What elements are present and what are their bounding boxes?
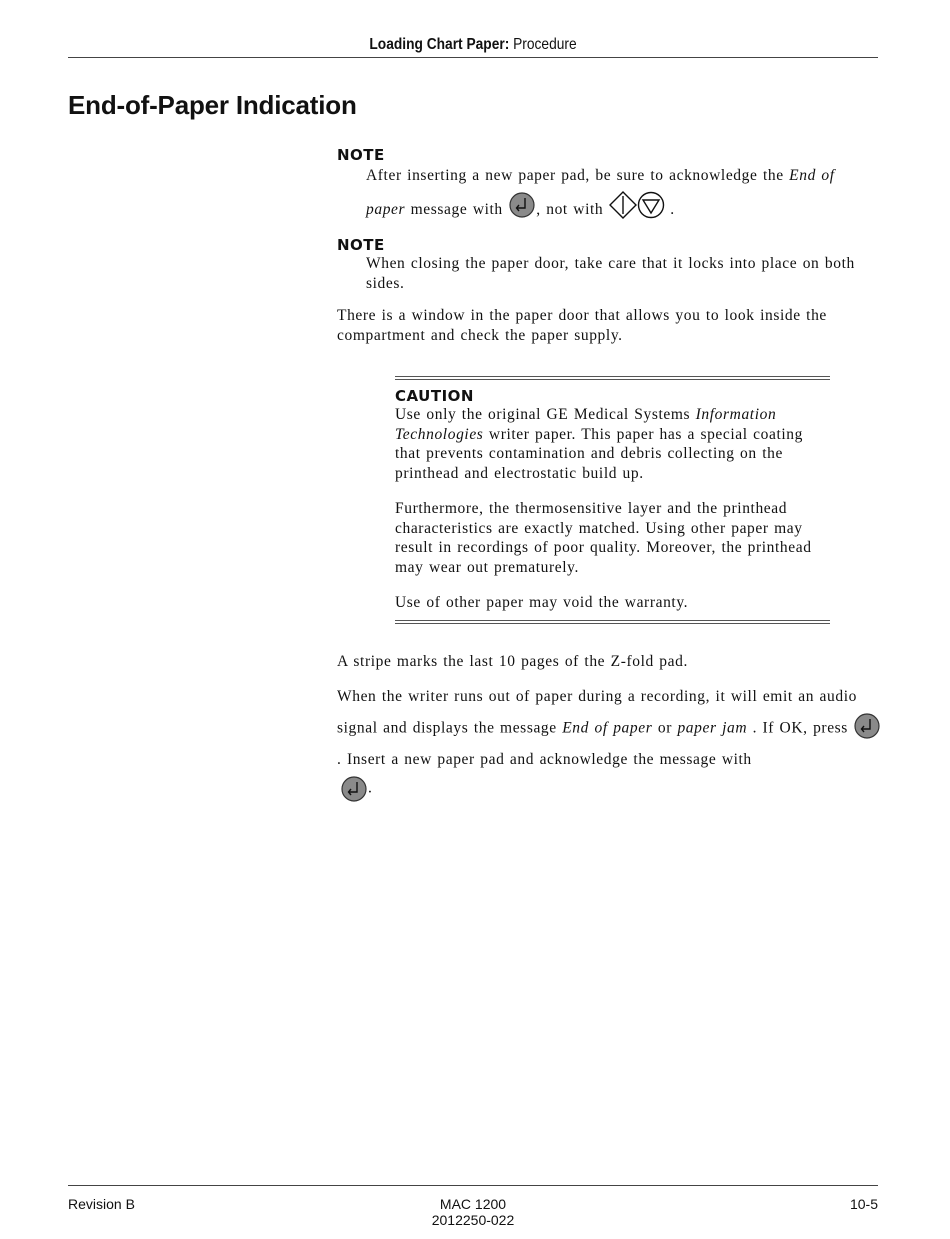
footer-page-number: 10-5: [849, 1196, 878, 1212]
stop-circle-icon: [637, 191, 665, 230]
running-header-rest: Procedure: [509, 36, 577, 53]
runout-text-part: . Insert a new paper pad and acknowledge the message with: [337, 751, 752, 768]
enter-key-icon: [853, 713, 881, 745]
runout-text-part: .: [368, 778, 373, 796]
note-block-2: [337, 236, 877, 293]
runout-text-part: or: [652, 718, 678, 736]
caution-paragraph-3: Use of other paper may void the warranty.: [395, 594, 689, 611]
page-title: End-of-Paper Indication: [68, 90, 357, 120]
runout-text-italic: End of paper: [562, 718, 653, 736]
caution-text-part: Use only the original GE Medical Systems: [395, 406, 696, 423]
caution-paragraph-2: Furthermore, the thermosensitive layer and the printhead characteristics are exactly matched. Using other paper may result in recordings of poor quality. Moreover, the printhead may wear out prematurely.: [395, 500, 812, 576]
footer-revision: Revision B: [68, 1196, 135, 1212]
note-label: NOTE: [337, 146, 385, 164]
note-text-italic: End of paper: [366, 167, 835, 219]
note-text-part: message with: [405, 201, 509, 219]
caution-bottom-rule: [395, 620, 830, 624]
caution-box: [395, 376, 830, 624]
paragraph-runout: [337, 687, 882, 807]
note-label: NOTE: [337, 236, 385, 254]
enter-key-icon: [340, 776, 368, 808]
caution-top-rule: [395, 376, 830, 380]
note-text: When closing the paper door, take care that it locks into place on both sides.: [366, 255, 855, 292]
header-rule: [68, 57, 878, 58]
note-block-1: [337, 146, 877, 230]
caution-paragraph-1: [395, 405, 830, 483]
note-text-part: After inserting a new paper pad, be sure to acknowledge the: [366, 167, 790, 184]
note-text-part: .: [670, 201, 675, 219]
running-header: [66, 36, 880, 54]
runout-text-part: When the writer runs out of paper during a recording, it will emit an audio signal and displays the message: [337, 688, 857, 736]
note-text: [366, 161, 877, 230]
footer-part-number: 2012250-022: [431, 1212, 515, 1228]
runout-text-italic: paper jam: [677, 718, 748, 736]
paragraph-window: There is a window in the paper door that allows you to look inside the compartment and check the paper supply.: [337, 307, 827, 344]
footer-product: MAC 1200: [439, 1196, 507, 1212]
running-header-bold: Loading Chart Paper:: [369, 36, 510, 53]
caution-label: CAUTION: [395, 387, 474, 405]
paragraph-stripe: A stripe marks the last 10 pages of the Z-fold pad.: [337, 653, 688, 670]
enter-key-icon: [508, 192, 536, 229]
start-diamond-icon: [609, 191, 637, 230]
caution-text-italic: Information Technologies: [395, 406, 777, 443]
runout-text-part: . If OK, press: [747, 718, 854, 736]
footer-center: [373, 1196, 573, 1228]
caution-text-part: writer paper. This paper has a special coating that prevents contamination and debris collecting on the printhead and electrostatic build up.: [395, 425, 803, 482]
footer-rule: [68, 1185, 878, 1186]
note-text-part: , not with: [536, 201, 609, 219]
